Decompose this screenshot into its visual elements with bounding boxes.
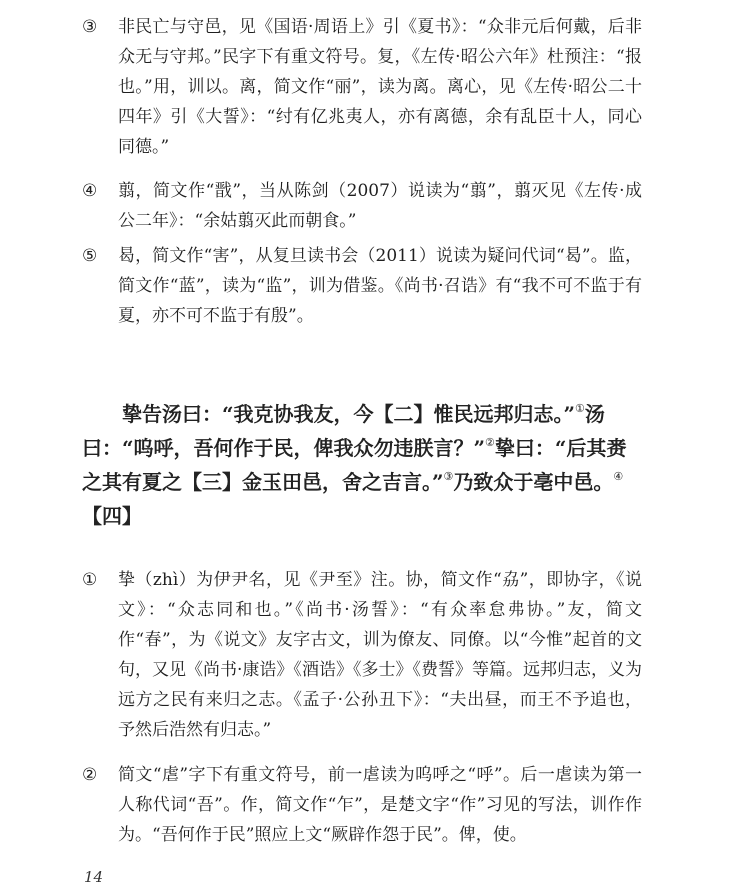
footnote-ref-4: ④ xyxy=(613,470,624,483)
main-sentence-3: 挚曰：“后其赉之其有夏之【三】金玉田邑，舍之吉言。” xyxy=(82,436,627,494)
footnote-text: 挚（zhì）为伊尹名，见《尹至》注。协，简文作“劦”，即协字，《说文》：“众志同和也。”《尚书·汤誓》：“有众率怠弗协。”友，简文作“春”，为《说文》友字古文，训为僚友、同僚。以“今惟”起首的文句，又见《尚书·康诰》《酒诰》《多士》《费誓》等篇。远邦归志，义为远方之民有来归之志。《孟子·公孙丑下》：“夫出昼，而王不予追也，予然后浩然有归志。” xyxy=(118,570,642,740)
main-sentence-1: 挚告汤曰：“我克协我友，今【二】惟民远邦归志。” xyxy=(122,402,576,426)
footnote-ref-2: ② xyxy=(485,436,495,449)
footnote-3 xyxy=(82,12,642,162)
footnote-text: 简文“虐”字下有重文符号，前一虐读为呜呼之“呼”。后一虐读为第一人称代词“吾”。作，简文作“乍”，是楚文字“作”习见的写法，训作作为。“吾何作于民”照应上文“厥辟作怨于民”。俾，使。 xyxy=(118,765,642,845)
page-number: 14 xyxy=(84,868,104,886)
footnote-marker: ④ xyxy=(82,181,98,201)
footnote-text: 非民亡与守邑，见《国语·周语上》引《夏书》：“众非元后何戴，后非众无与守邦。”民字下有重文符号。复，《左传·昭公六年》杜预注：“报也。”用，训以。离，简文作“丽”，读为离。离心，见《左传·昭公二十四年》引《大誓》：“纣有亿兆夷人，亦有离德，余有乱臣十人，同心同德。” xyxy=(118,17,642,157)
main-sentence-4: 乃致众于亳中邑。 xyxy=(453,470,614,494)
main-sentence-2: 汤曰：“呜呼，吾何作于民，俾我众勿违朕言？” xyxy=(82,402,605,460)
footnote-text: 翦，简文作“戬”，当从陈剑（2007）说读为“翦”，翦灭见《左传·成公二年》：“余姑翦灭此而朝食。” xyxy=(118,181,642,231)
footnote-marker: ① xyxy=(82,570,98,590)
footnote-text: 曷，简文作“害”，从复旦读书会（2011）说读为疑问代词“曷”。监，简文作“蓝”，读为“监”，训为借鉴。《尚书·召诰》有“我不可不监于有夏，亦不可不监于有殷”。 xyxy=(118,246,642,326)
footnote-marker: ⑤ xyxy=(82,246,98,266)
footnote-marker: ③ xyxy=(82,17,98,37)
footnote-4 xyxy=(82,176,642,236)
footnote-ref-3: ③ xyxy=(443,470,454,483)
footnote-1 xyxy=(82,565,642,745)
footnote-ref-1: ① xyxy=(575,402,585,415)
slip-number: 【四】 xyxy=(82,504,142,528)
footnote-5 xyxy=(82,241,642,331)
main-text-paragraph xyxy=(82,397,638,533)
footnote-2 xyxy=(82,760,642,850)
footnote-marker: ② xyxy=(82,765,98,785)
